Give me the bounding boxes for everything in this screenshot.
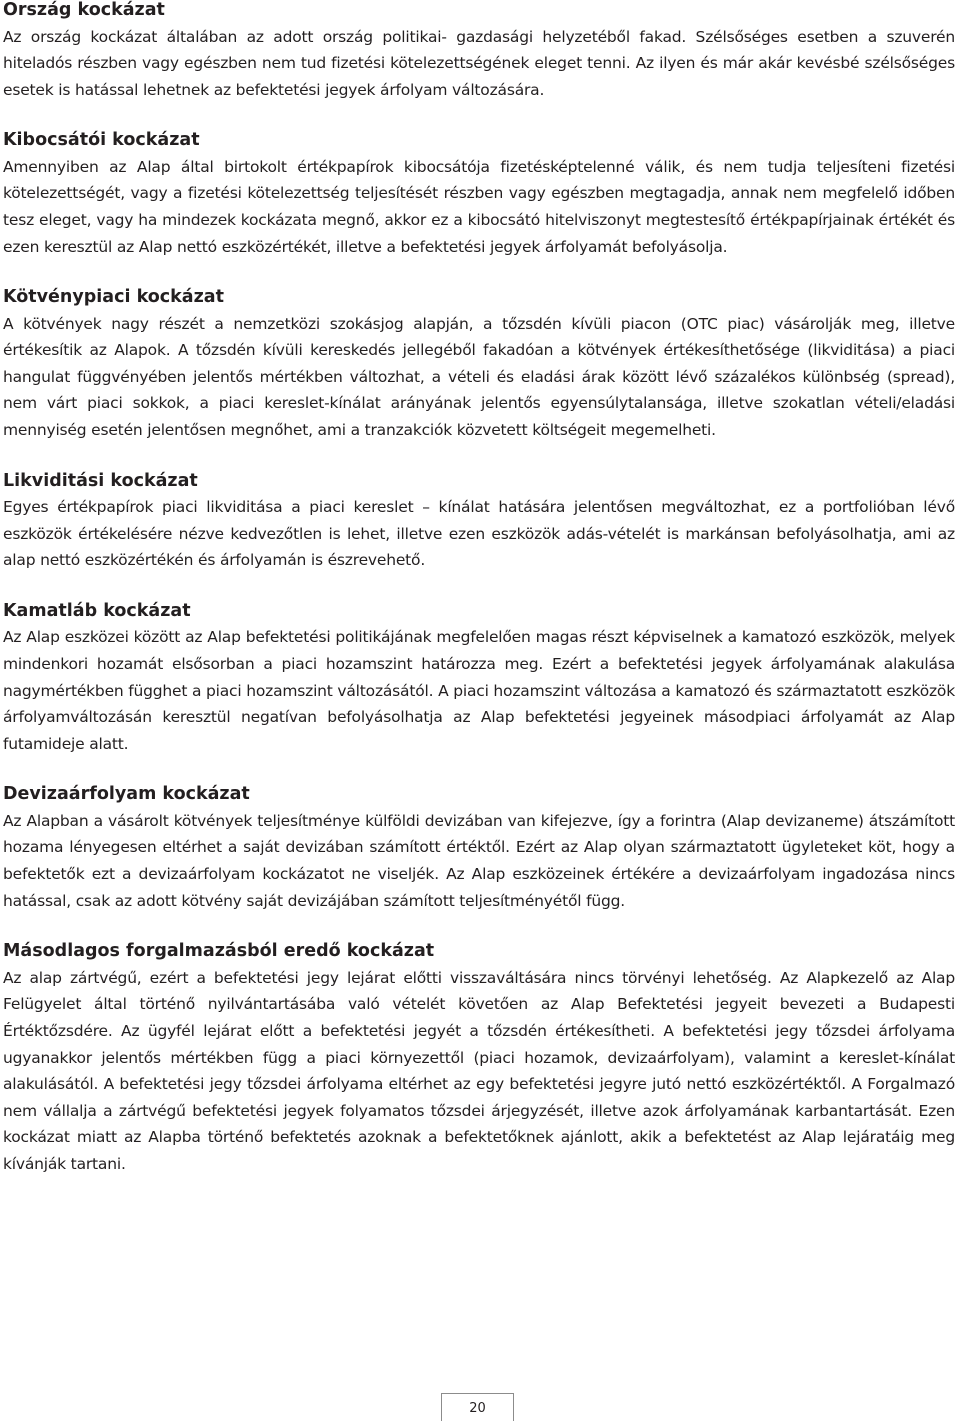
section-heading: Kötvénypiaci kockázat (3, 287, 224, 308)
section-kamatlab-kockazat (3, 598, 955, 757)
section-heading: Másodlagos forgalmazásból eredő kockázat (3, 941, 435, 962)
section-masodlagos-forgalmazas-kockazat (3, 938, 955, 1177)
section-heading: Kibocsátói kockázat (3, 130, 200, 151)
section-heading: Devizaárfolyam kockázat (3, 784, 250, 805)
section-heading: Kamatláb kockázat (3, 600, 191, 621)
section-paragraph: Az Alapban a vásárolt kötvények teljesítménye külföldi devizában van kifejezve, így a forintra (Alap devizaneme) átszámított hozama lényegesen eltérhet a saját devizában számított értéktől. Ezért az Alap olyan származtatott ügyleteket köt, hogy a befektetők ezt a devizaárfolyam kockázatot ne viseljék. Az Alap eszközeinek értékére a devizaárfolyam ingadozása nincs hatással, csak az adott kötvény saját devizájában számított teljesítményétől függ. (3, 811, 955, 910)
section-heading: Likviditási kockázat (3, 470, 198, 491)
section-paragraph: Az ország kockázat általában az adott ország politikai- gazdasági helyzetéből fakad. Szélsőséges esetben a szuverén hiteladós részben vagy egészben nem tud fizetési kötelezettségének eleget tenni. Az ilyen és már akár kevésbé szélsőséges esetek is hatással lehetnek az befektetési jegyek árfolyam változására. (3, 27, 955, 99)
section-paragraph: Egyes értékpapírok piaci likviditása a piaci kereslet – kínálat hatására jelentősen megváltozhat, ez a portfolióban lévő eszközök értékelésére nézve kedvezőtlen is lehet, illetve ezen eszközök adás-vételét is markánsan befolyásolhatja, ami az alap nettó eszközértékén és árfolyamán is észrevehető. (3, 498, 955, 570)
page-number: 20 (469, 1401, 486, 1416)
document-page (3, 0, 955, 1202)
page-footer (441, 1393, 514, 1421)
section-paragraph: A kötvények nagy részét a nemzetközi szokásjog alapján, a tőzsdén kívüli piacon (OTC piac) vásárolják meg, illetve értékesítik az Alapok. A tőzsdén kívüli kereskedés jellegéből fakadóan a kötvények értékesíthetősége (likviditása) a piaci hangulat függvényében jelentős mértékben változhat, a vételi és eladási árak között lévő százalékos különbség (spread), nem várt piaci sokkok, a piaci kereslet-kínálat arányának jelentős egyensúlytalansága, illetve szokatlan vételi/eladási mennyiség esetén jelentősen megnőhet, ami a tranzakciók közvetett költségeit megemelheti. (3, 314, 955, 440)
section-orszag-kockazat (3, 0, 955, 103)
section-paragraph: Amennyiben az Alap által birtokolt értékpapírok kibocsátója fizetésképtelenné válik, és nem tudja teljesíteni fizetési kötelezettségét, vagy a fizetési kötelezettség teljesítését részben vagy egészben megtagadja, annak nem megfelelő időben tesz eleget, vagy ha mindezek kockázata megnő, akkor ez a kibocsátó hitelviszonyt megtestesítő értékpapírjainak értékét és ezen keresztül az Alap nettó eszközértékét, illetve a befektetési jegyek árfolyamát befolyásolja. (3, 157, 955, 256)
section-kotvenypiaci-kockazat (3, 284, 955, 443)
section-kibocsatoi-kockazat (3, 127, 955, 260)
section-paragraph: Az alap zártvégű, ezért a befektetési jegy lejárat előtti visszaváltására nincs törvényi lehetőség. Az Alapkezelő az Alap Felügyelet által történő nyilvántartásába való vételét követően az Alap Befektetési jegyeit bevezeti a Budapesti Értéktőzsdére. Az ügyfél lejárat előtt a befektetési jegyét a tőzsdén értékesítheti. A befektetési jegy tőzsdei árfolyama ugyanakkor jelentős mértékben függ a piaci környezettől (piaci hozamok, devizaárfolyam), valamint a kereslet-kínálat alakulásától. A befektetési jegy tőzsdei árfolyama eltérhet az egy befektetési jegyre jutó nettó eszközértéktől. A Forgalmazó nem vállalja a zártvégű befektetési jegyek folyamatos tőzsdei árjegyzését, illetve azok árfolyamának karbantartását. Ezen kockázat miatt az Alapba történő befektetés azoknak a befektetőknek ajánlott, akik a befektetést az Alap lejáratáig meg kívánják tartani. (3, 968, 955, 1173)
section-devizaarfolyam-kockazat (3, 781, 955, 914)
section-likviditasi-kockazat (3, 468, 955, 574)
section-heading: Ország kockázat (3, 0, 165, 20)
section-paragraph: Az Alap eszközei között az Alap befektetési politikájának megfelelően magas részt képviselnek a kamatozó eszközök, melyek mindenkori hozamát elsősorban a piaci hozamszint határozza meg. Ezért a befektetési jegyek árfolyamának alakulása nagymértékben függhet a piaci hozamszint változásától. A piaci hozamszint változása a kamatozó és származtatott eszközök árfolyamváltozásán keresztül negatívan befolyásolhatja az Alap befektetési jegyeinek másodpiaci árfolyamát az Alap futamideje alatt. (3, 628, 955, 753)
